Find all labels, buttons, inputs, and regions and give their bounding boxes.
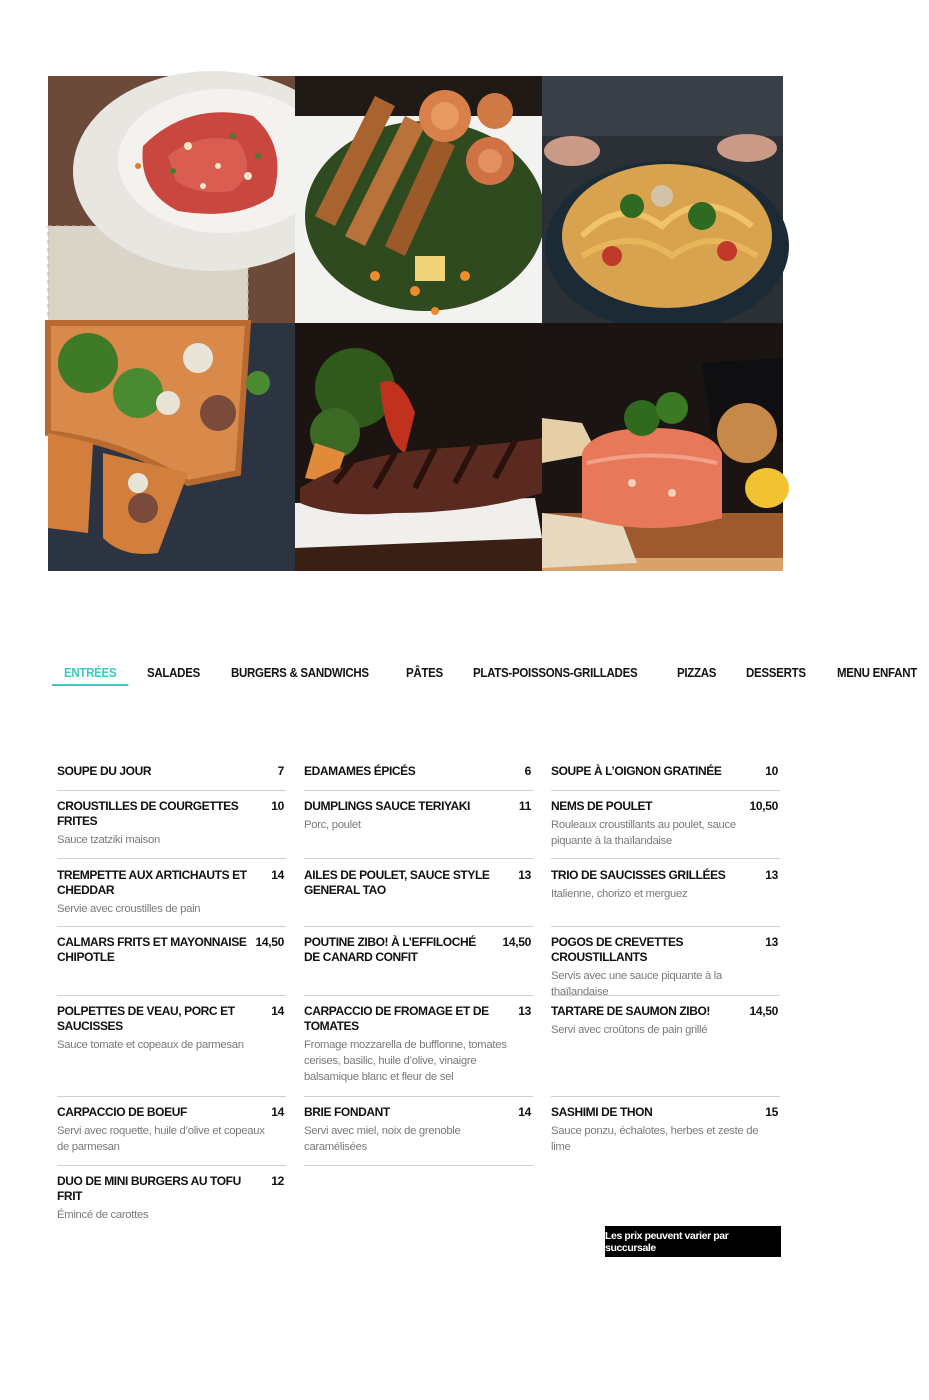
- menu-item: [304, 927, 533, 996]
- item-name: AILES DE POULET, SAUCE STYLE GENERAL TAO: [304, 868, 490, 897]
- item-price: 11: [518, 799, 531, 813]
- menu-category-tabs: [52, 666, 917, 686]
- item-name: SOUPE À L’OIGNON GRATINÉE: [551, 764, 722, 778]
- item-name: TARTARE DE SAUMON ZIBO!: [551, 1004, 711, 1018]
- menu-item: [57, 1166, 286, 1221]
- menu-items-grid: [57, 762, 782, 1221]
- menu-item: [551, 927, 780, 996]
- item-description: Servis avec une sauce piquante à la thaïlandaise: [551, 970, 722, 998]
- item-name: POGOS DE CREVETTES CROUSTILLANTS: [551, 935, 684, 964]
- item-price: 14,50: [749, 1004, 778, 1018]
- item-name: SASHIMI DE THON: [551, 1105, 653, 1119]
- menu-item: [304, 859, 533, 927]
- item-name: EDAMAMES ÉPICÉS: [304, 764, 416, 778]
- item-name: CARPACCIO DE BOEUF: [57, 1105, 187, 1119]
- item-price: 14: [271, 868, 284, 882]
- tab-pates[interactable]: PÂTES: [406, 666, 444, 680]
- item-description: Servi avec roquette, huile d’olive et copeaux de parmesan: [57, 1125, 265, 1153]
- menu-item: [551, 762, 780, 791]
- item-name: CARPACCIO DE FROMAGE ET DE TOMATES: [304, 1004, 489, 1033]
- tab-plats-poissons-grillades[interactable]: PLATS-POISSONS-GRILLADES: [472, 666, 638, 680]
- menu-column-2: [304, 762, 533, 1218]
- item-description: Sauce tzatziki maison: [57, 834, 160, 846]
- item-name: POLPETTES DE VEAU, PORC ET SAUCISSES: [57, 1004, 235, 1033]
- item-price: 10,50: [749, 799, 778, 813]
- item-price: 14,50: [502, 935, 531, 949]
- menu-item: [551, 859, 780, 927]
- menu-item: [551, 1097, 780, 1166]
- menu-column-1: [57, 762, 286, 1221]
- menu-item: [57, 1097, 286, 1166]
- menu-item: [57, 927, 286, 996]
- item-name: DUO DE MINI BURGERS AU TOFU FRIT: [57, 1174, 241, 1203]
- menu-item: [57, 859, 286, 927]
- item-price: 14: [518, 1105, 531, 1119]
- beef-carpaccio-photo: [48, 76, 295, 323]
- item-price: 13: [765, 935, 778, 949]
- menu-item: [304, 791, 533, 859]
- menu-item: [551, 791, 780, 859]
- item-description: Sauce ponzu, échalotes, herbes et zeste de lime: [551, 1125, 759, 1153]
- item-description: Servi avec miel, noix de grenoble caramélisées: [304, 1125, 461, 1153]
- steak-plate-photo: [295, 323, 542, 571]
- pasta-bowl-photo: [542, 76, 783, 323]
- item-description: Servi avec croûtons de pain grillé: [551, 1024, 708, 1036]
- item-name: POUTINE ZIBO! À L’EFFILOCHÉ DE CANARD CONFIT: [304, 935, 476, 964]
- item-price: 13: [518, 1004, 531, 1018]
- tab-entrees[interactable]: ENTRÉES: [52, 666, 128, 686]
- tab-desserts[interactable]: DESSERTS: [745, 666, 806, 680]
- item-price: 10: [271, 799, 284, 813]
- salmon-tartare-photo: [542, 323, 783, 571]
- tab-salades[interactable]: SALADES: [146, 666, 200, 680]
- item-price: 6: [524, 764, 531, 778]
- item-price: 10: [765, 764, 778, 778]
- menu-item: [304, 1097, 533, 1166]
- photo-gallery: [48, 76, 783, 571]
- item-description: Sauce tomate et copeaux de parmesan: [57, 1039, 244, 1051]
- pizza-photo: [48, 323, 295, 571]
- menu-item: [551, 996, 780, 1097]
- item-price: 7: [277, 764, 284, 778]
- item-price: 12: [271, 1174, 284, 1188]
- item-name: SOUPE DU JOUR: [57, 764, 152, 778]
- item-name: CALMARS FRITS ET MAYONNAISE CHIPOTLE: [57, 935, 247, 964]
- item-description: Rouleaux croustillants au poulet, sauce piquante à la thaïlandaise: [551, 819, 736, 847]
- tab-burgers-sandwichs[interactable]: BURGERS & SANDWICHS: [230, 666, 369, 680]
- menu-column-3: [551, 762, 780, 1218]
- item-description: Porc, poulet: [304, 819, 361, 831]
- tab-pizzas[interactable]: PIZZAS: [677, 666, 717, 680]
- item-price: 14: [271, 1004, 284, 1018]
- item-description: Italienne, chorizo et merguez: [551, 888, 688, 900]
- menu-item: [304, 762, 533, 791]
- item-name: NEMS DE POULET: [551, 799, 653, 813]
- tab-menu-enfant[interactable]: MENU ENFANT: [836, 666, 917, 680]
- item-name: TRIO DE SAUCISSES GRILLÉES: [551, 868, 726, 882]
- item-description: Servie avec croustilles de pain: [57, 903, 201, 915]
- item-name: TREMPETTE AUX ARTICHAUTS ET CHEDDAR: [57, 868, 247, 897]
- item-name: DUMPLINGS SAUCE TERIYAKI: [304, 799, 470, 813]
- menu-item: [57, 762, 286, 791]
- item-price: 14,50: [255, 935, 284, 949]
- item-name: BRIE FONDANT: [304, 1105, 390, 1119]
- item-price: 14: [271, 1105, 284, 1119]
- item-description: Émincé de carottes: [57, 1209, 149, 1221]
- item-price: 15: [765, 1105, 778, 1119]
- shrimp-salad-photo: [295, 76, 542, 323]
- item-description: Fromage mozzarella de bufflonne, tomates cerises, basilic, huile d’olive, vinaigre balsamique blanc et fleur de sel: [304, 1039, 507, 1083]
- menu-item: [304, 996, 533, 1097]
- price-notice-badge: Les prix peuvent varier par succursale: [605, 1226, 781, 1257]
- item-name: CROUSTILLES DE COURGETTES FRITES: [57, 799, 239, 828]
- menu-item: [57, 996, 286, 1097]
- menu-item: [57, 791, 286, 859]
- item-price: 13: [765, 868, 778, 882]
- item-price: 13: [518, 868, 531, 882]
